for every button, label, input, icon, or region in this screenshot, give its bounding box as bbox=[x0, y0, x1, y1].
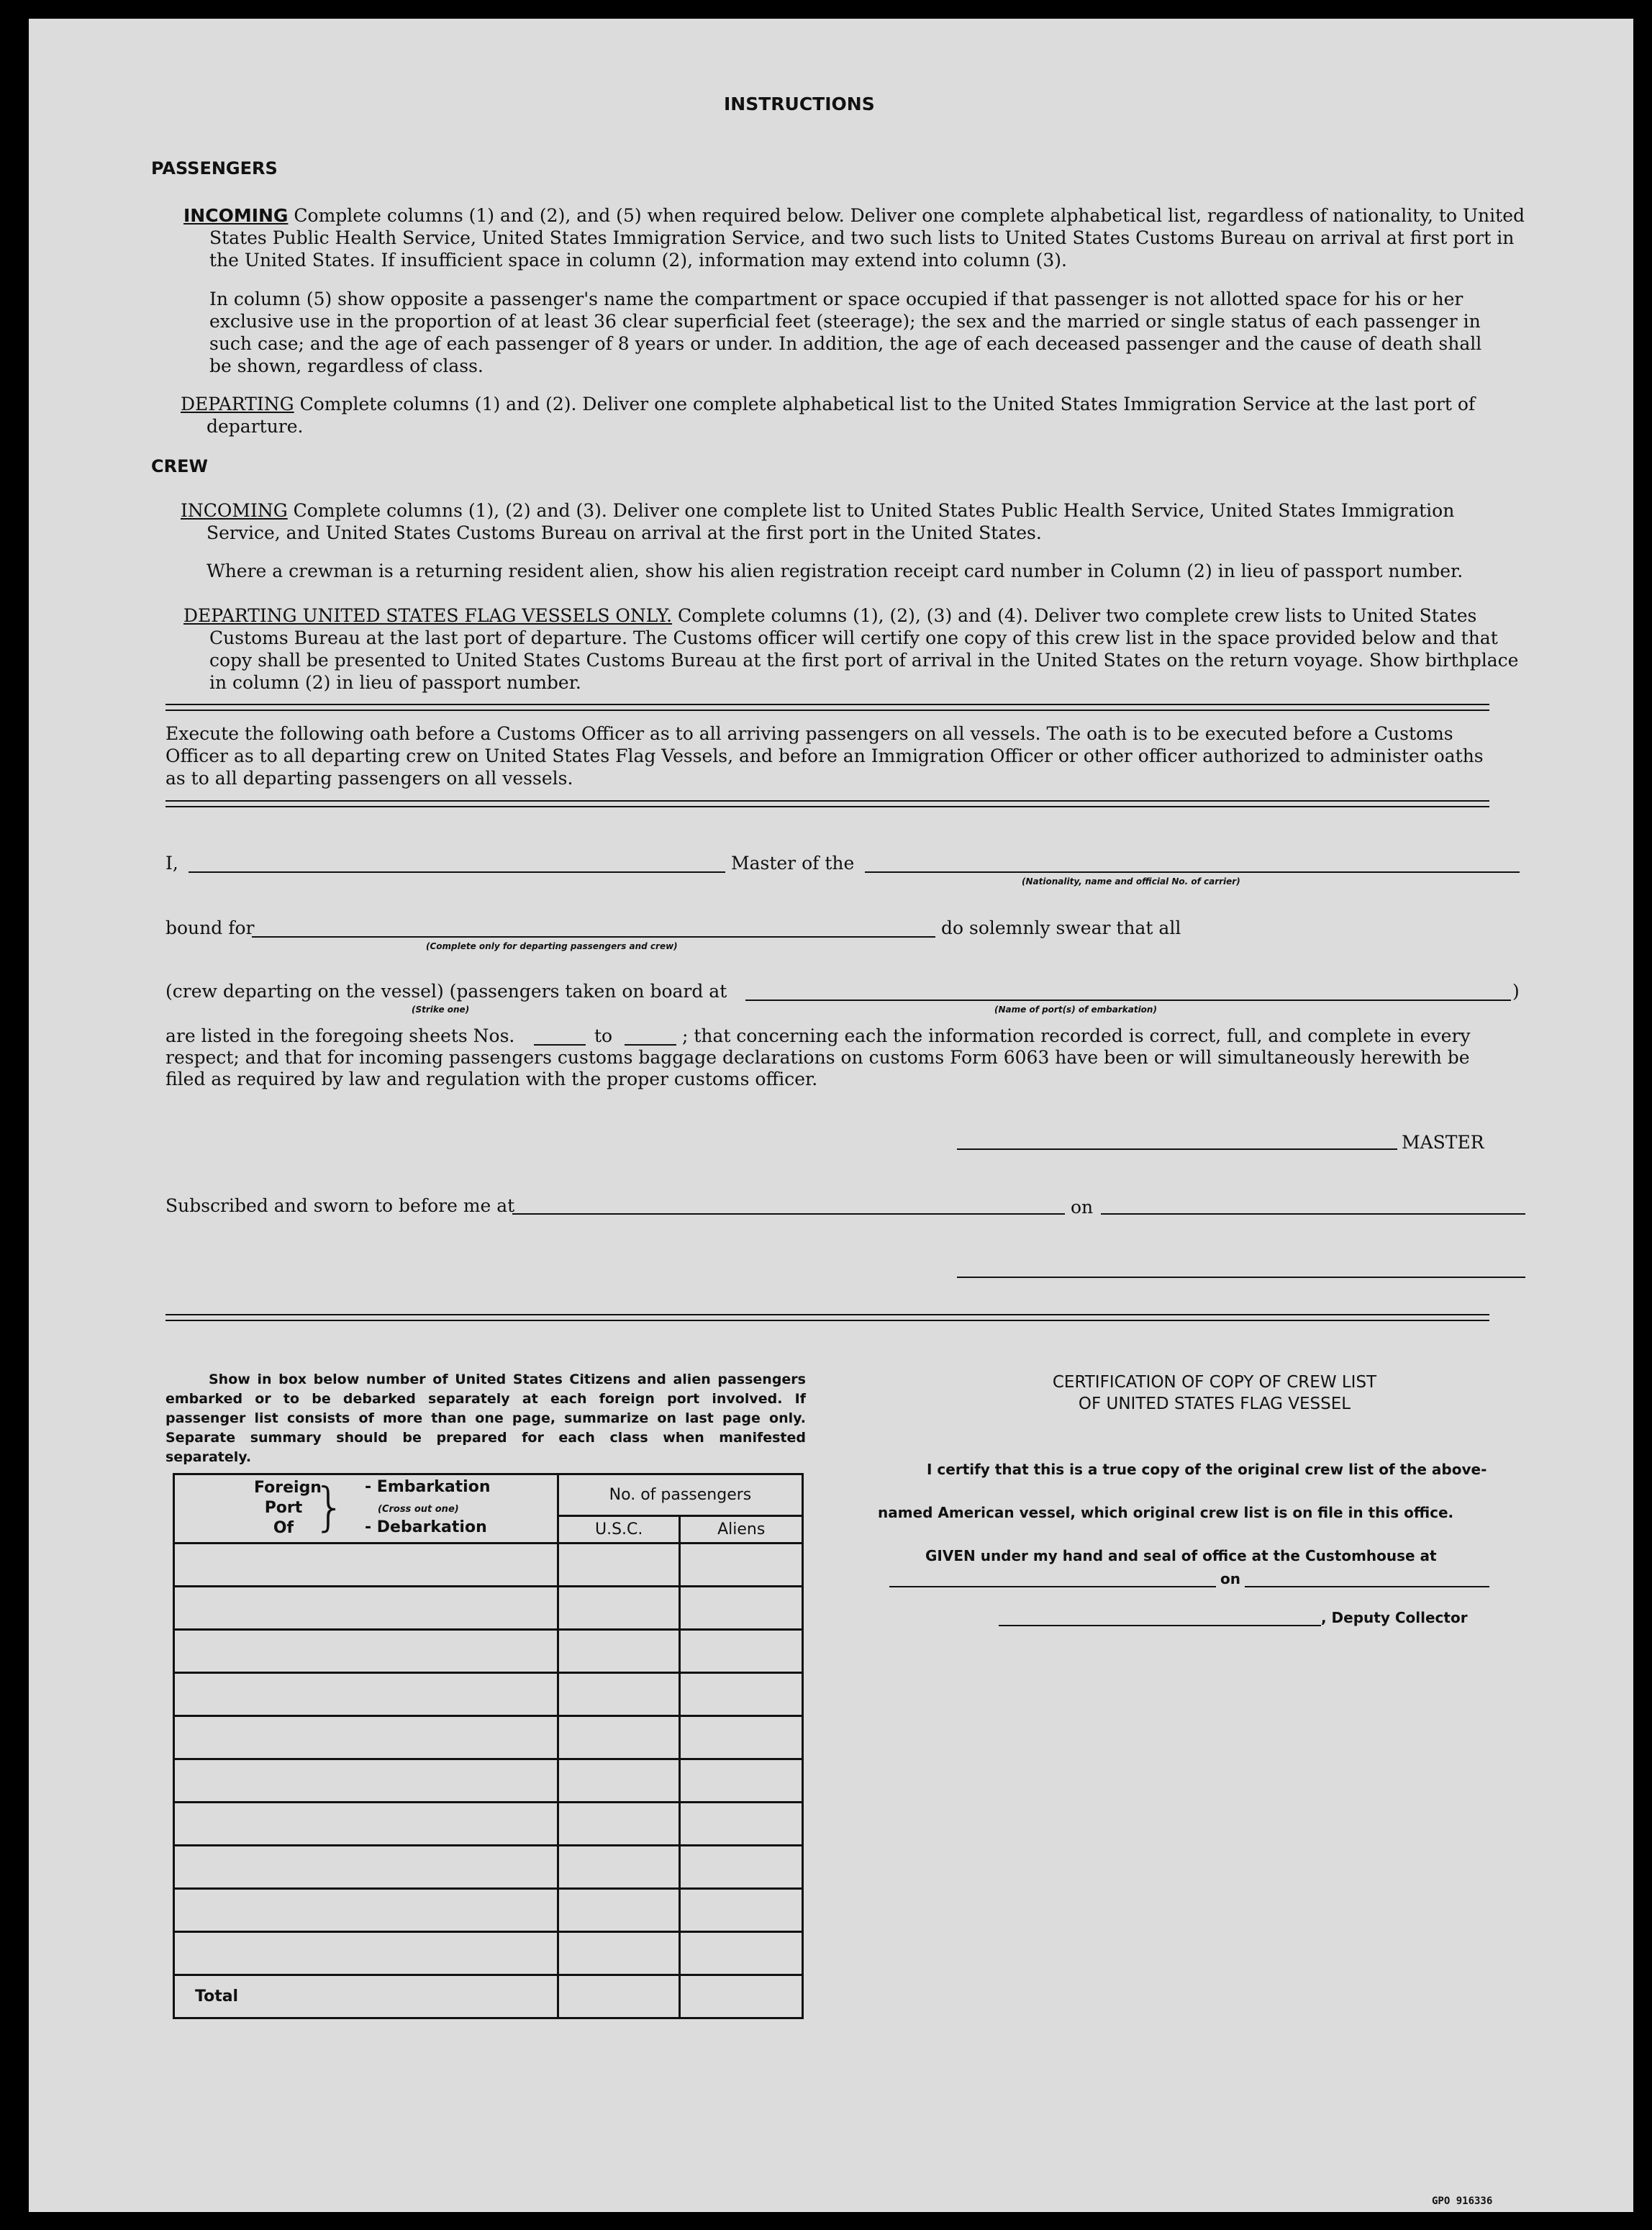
usc-cell[interactable] bbox=[558, 1759, 680, 1803]
aliens-cell[interactable] bbox=[680, 1630, 803, 1673]
usc-cell[interactable] bbox=[558, 1889, 680, 1932]
no-passengers-header: No. of passengers bbox=[558, 1474, 802, 1516]
crew-resident-paragraph: Where a crewman is a returning resident alien, show his alien registration receipt card number in Column (2) in lieu of passport number. bbox=[206, 561, 1463, 581]
summary-instructions: Show in box below number of United States Citizens and alien passengers embarked or to be debarked separately at each foreign port involved. If passenger list consists of more than one page, summarize on last page only. Separate summary should be prepared for each class when manifested separately. bbox=[165, 1372, 806, 1465]
port-cell[interactable] bbox=[174, 1889, 558, 1932]
aliens-cell[interactable] bbox=[680, 1544, 803, 1587]
oath-i-label: I, bbox=[165, 853, 178, 874]
passengers-departing-text: Complete columns (1) and (2). Deliver one complete alphabetical list to the United States Immigration Service at the last port of departure. bbox=[206, 394, 1476, 437]
usc-cell[interactable] bbox=[558, 1716, 680, 1759]
passengers-incoming-label: INCOMING bbox=[183, 205, 289, 226]
aliens-cell[interactable] bbox=[680, 1803, 803, 1846]
crew-incoming-text: Complete columns (1), (2) and (3). Deliver one complete list to United States Public Health Service, United States Immigration Service, and United States Customs Bureau on arrival at the first port in the United States. bbox=[206, 500, 1455, 543]
certification-title-1: CERTIFICATION OF COPY OF CREW LIST bbox=[1052, 1373, 1377, 1392]
aliens-cell[interactable] bbox=[680, 1889, 803, 1932]
passengers-incoming-text: Complete columns (1) and (2), and (5) when required below. Deliver one complete alphabetical list, regardless of nationality, to United States Public Health Service, United States Immigration Service, and two such lists to United States Customs Bureau on arrival at first port in the United States. If insufficient space in column (2), information may extend into column (3). bbox=[209, 205, 1525, 271]
carrier-field[interactable] bbox=[865, 871, 1520, 873]
deputy-collector-label: , Deputy Collector bbox=[1321, 1609, 1468, 1626]
cross-out-note: (Cross out one) bbox=[378, 1504, 459, 1515]
divider bbox=[165, 704, 1489, 711]
passenger-summary-table bbox=[173, 1473, 804, 2019]
port-of-embarkation-field[interactable] bbox=[745, 1000, 1511, 1001]
total-label: Total bbox=[174, 1975, 558, 2018]
port-header-cell bbox=[174, 1474, 558, 1544]
crew-heading: CREW bbox=[151, 456, 208, 476]
usc-cell[interactable] bbox=[558, 1932, 680, 1975]
footer-code: GPO 916336 bbox=[1432, 2195, 1493, 2207]
aliens-cell[interactable] bbox=[680, 1759, 803, 1803]
crew-passengers-text: (crew departing on the vessel) (passengers taken on board at bbox=[165, 981, 727, 1002]
aliens-header: Aliens bbox=[680, 1516, 803, 1544]
page-title: INSTRUCTIONS bbox=[724, 94, 875, 114]
sworn-place-field[interactable] bbox=[512, 1213, 1065, 1215]
of-label: Of bbox=[273, 1519, 294, 1537]
passengers-incoming-paragraph bbox=[183, 204, 1526, 271]
total-usc-cell[interactable] bbox=[558, 1975, 680, 2018]
officer-signature-field[interactable] bbox=[957, 1277, 1525, 1278]
listed-text-1: are listed in the foregoing sheets Nos. bbox=[165, 1025, 515, 1046]
listed-text-3: respect; and that for incoming passengers customs baggage declarations on customs Form 6063 have been or will simultaneously herewith be bbox=[165, 1047, 1470, 1068]
listed-to-text: to bbox=[594, 1025, 613, 1046]
bound-for-label: bound for bbox=[165, 917, 255, 938]
bound-for-note: (Complete only for departing passengers and crew) bbox=[426, 941, 678, 951]
form-page bbox=[29, 19, 1633, 2212]
certification-line-3: GIVEN under my hand and seal of office at the Customhouse at bbox=[925, 1547, 1437, 1564]
subscribed-label: Subscribed and sworn to before me at bbox=[165, 1195, 515, 1216]
port-cell[interactable] bbox=[174, 1932, 558, 1975]
deputy-collector-signature-field[interactable] bbox=[999, 1625, 1321, 1626]
embarkation-label: - Embarkation bbox=[365, 1478, 491, 1496]
port-cell[interactable] bbox=[174, 1803, 558, 1846]
passengers-column5-paragraph: In column (5) show opposite a passenger's name the compartment or space occupied if that passenger is not allotted space for his or her exclusive use in the proportion of at least 36 clear superficial feet (steerage); the sex and the married or single status of each passenger in such case; and the age of each passenger of 8 years or under. In addition, the age of each deceased passenger and the cause of death shall be shown, regardless of class. bbox=[209, 289, 1482, 376]
oath-instructions: Execute the following oath before a Customs Officer as to all arriving passengers on all vessels. The oath is to be executed before a Customs Officer as to all departing crew on United States Flag Vessels, and before an Immigration Officer or other officer authorized to administer oaths as to all departing passengers on all vessels. bbox=[165, 723, 1484, 789]
usc-cell[interactable] bbox=[558, 1544, 680, 1587]
passengers-departing-label: DEPARTING bbox=[181, 394, 294, 414]
swear-text: do solemnly swear that all bbox=[941, 917, 1181, 938]
close-paren: ) bbox=[1512, 981, 1520, 1002]
brace-glyph: } bbox=[313, 1477, 346, 1537]
port-cell[interactable] bbox=[174, 1544, 558, 1587]
usc-cell[interactable] bbox=[558, 1803, 680, 1846]
listed-text-4: filed as required by law and regulation with the proper customs officer. bbox=[165, 1069, 818, 1089]
total-aliens-cell[interactable] bbox=[680, 1975, 803, 2018]
port-cell[interactable] bbox=[174, 1630, 558, 1673]
crew-incoming-paragraph bbox=[181, 499, 1526, 544]
passengers-departing-paragraph bbox=[181, 393, 1526, 438]
master-of-the-label: Master of the bbox=[731, 853, 855, 874]
crew-departing-label: DEPARTING UNITED STATES FLAG VESSELS ONLY. bbox=[183, 605, 673, 626]
debarkation-label: - Debarkation bbox=[365, 1518, 487, 1536]
listed-text-2: ; that concerning each the information recorded is correct, full, and complete in every bbox=[682, 1025, 1471, 1046]
sworn-on-label: on bbox=[1071, 1197, 1094, 1218]
usc-cell[interactable] bbox=[558, 1630, 680, 1673]
foreign-label: Foreign bbox=[254, 1479, 322, 1497]
master-name-field[interactable] bbox=[189, 871, 725, 873]
foreign-port-of-label bbox=[254, 1478, 322, 1538]
port-cell[interactable] bbox=[174, 1759, 558, 1803]
aliens-cell[interactable] bbox=[680, 1846, 803, 1889]
certification-on-label: on bbox=[1220, 1570, 1240, 1587]
certification-line-2: named American vessel, which original crew list is on file in this office. bbox=[878, 1504, 1454, 1521]
bound-for-field[interactable] bbox=[252, 936, 935, 938]
certification-date-field[interactable] bbox=[1245, 1586, 1489, 1587]
port-cell[interactable] bbox=[174, 1673, 558, 1716]
port-cell[interactable] bbox=[174, 1846, 558, 1889]
divider bbox=[165, 800, 1489, 807]
crew-departing-text: Complete columns (1), (2), (3) and (4). Deliver two complete crew lists to United States Customs Bureau at the last port of departure. The Customs officer will certify one copy of this crew list in the space provided below and that copy shall be presented to United States Customs Bureau at the first port of arrival in the United States on the return voyage. Show birthplace in column (2) in lieu of passport number. bbox=[209, 605, 1519, 693]
crew-incoming-label: INCOMING bbox=[181, 500, 288, 521]
port-cell[interactable] bbox=[174, 1716, 558, 1759]
usc-header: U.S.C. bbox=[558, 1516, 680, 1544]
aliens-cell[interactable] bbox=[680, 1716, 803, 1759]
master-signature-field[interactable] bbox=[957, 1148, 1397, 1150]
master-label: MASTER bbox=[1402, 1132, 1484, 1153]
divider bbox=[165, 1314, 1489, 1321]
port-label: Port bbox=[264, 1499, 303, 1517]
carrier-note: (Nationality, name and official No. of carrier) bbox=[1022, 876, 1240, 887]
sworn-date-field[interactable] bbox=[1101, 1213, 1525, 1215]
usc-cell[interactable] bbox=[558, 1846, 680, 1889]
sheet-from-field[interactable] bbox=[534, 1044, 586, 1046]
usc-cell[interactable] bbox=[558, 1673, 680, 1716]
customhouse-field[interactable] bbox=[889, 1586, 1216, 1587]
usc-cell[interactable] bbox=[558, 1587, 680, 1630]
crew-departing-paragraph bbox=[183, 604, 1526, 694]
certification-title-2: OF UNITED STATES FLAG VESSEL bbox=[1078, 1395, 1351, 1413]
certification-line-1: I certify that this is a true copy of the original crew list of the above- bbox=[927, 1461, 1487, 1478]
port-cell[interactable] bbox=[174, 1587, 558, 1630]
passengers-heading: PASSENGERS bbox=[151, 158, 278, 178]
port-note: (Name of port(s) of embarkation) bbox=[994, 1005, 1157, 1015]
aliens-cell[interactable] bbox=[680, 1587, 803, 1630]
aliens-cell[interactable] bbox=[680, 1673, 803, 1716]
sheet-to-field[interactable] bbox=[625, 1044, 676, 1046]
strike-note: (Strike one) bbox=[412, 1005, 470, 1015]
aliens-cell[interactable] bbox=[680, 1932, 803, 1975]
